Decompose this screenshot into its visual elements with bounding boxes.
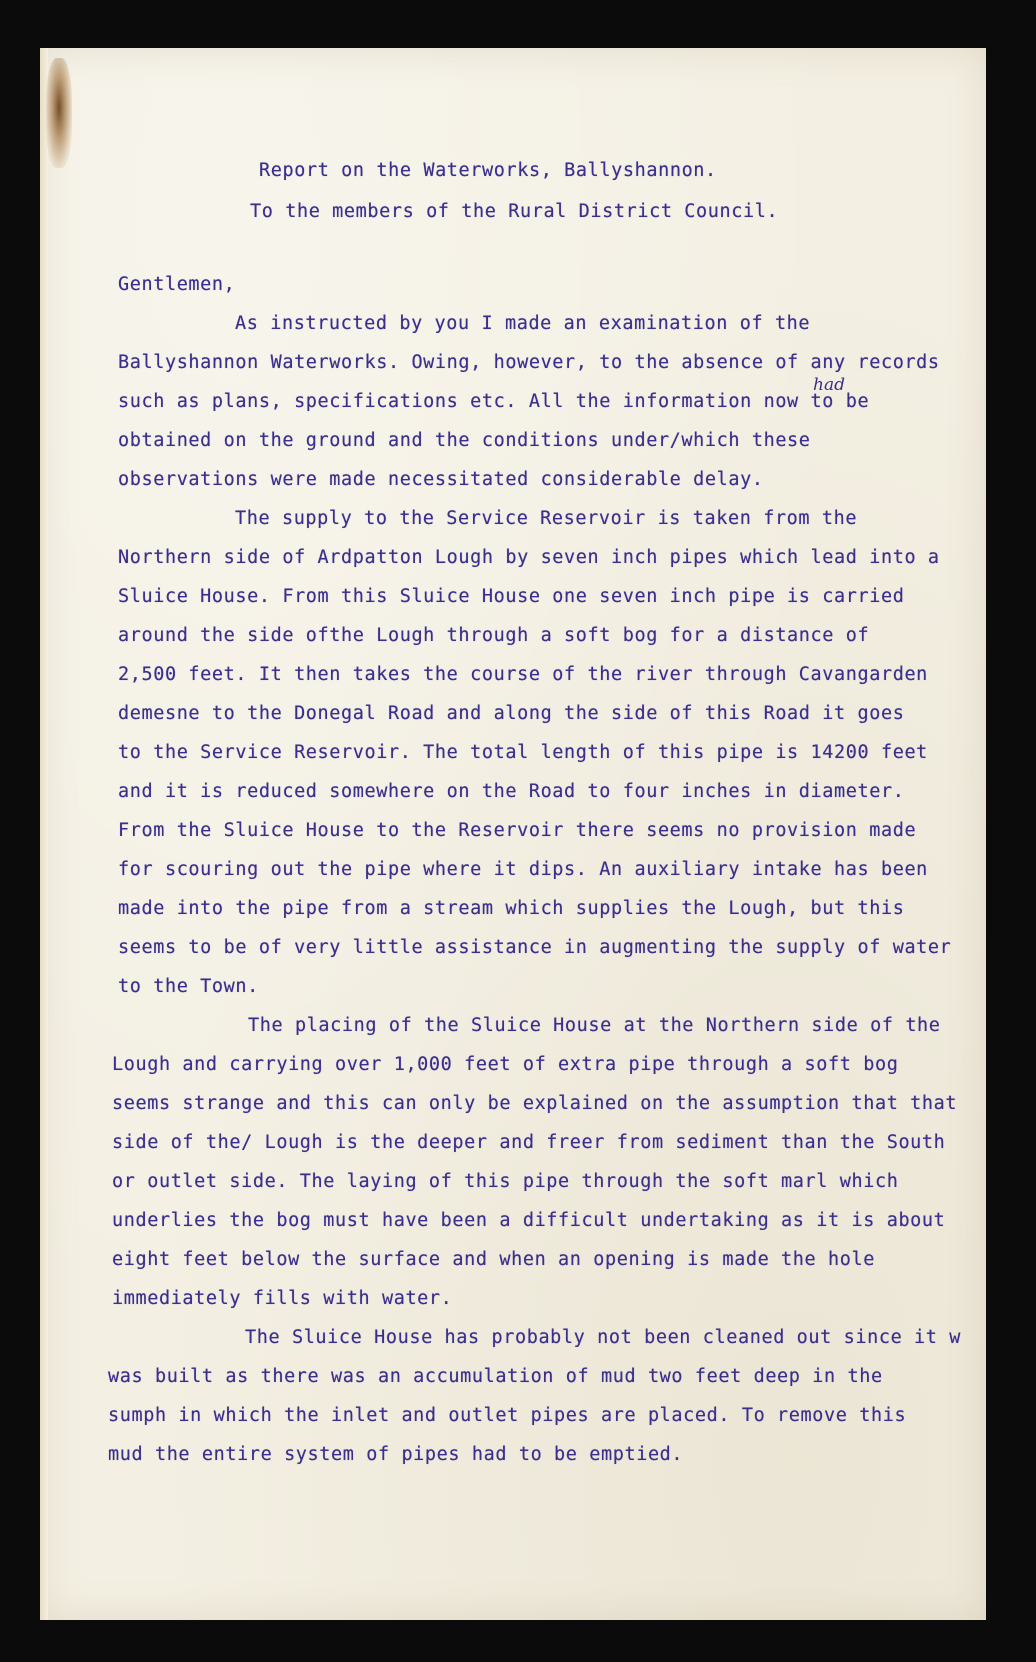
text-line: obtained on the ground and the conditions under/which these (118, 430, 811, 451)
text-line: As instructed by you I made an examination of the (235, 313, 811, 334)
rust-stain (46, 58, 72, 168)
text-line: The placing of the Sluice House at the Northern side of the (248, 1015, 941, 1036)
text-line: mud the entire system of pipes had to be emptied. (108, 1444, 684, 1465)
text-line: Northern side of Ardpatton Lough by seven inch pipes which lead into a (118, 547, 940, 568)
handwritten-insert: had (813, 375, 845, 395)
text-line: sumph in which the inlet and outlet pipes are placed. To remove this (108, 1405, 907, 1426)
text-line: or outlet side. The laying of this pipe through the soft marl which (112, 1171, 899, 1192)
report-title: Report on the Waterworks, Ballyshannon. (259, 160, 717, 181)
text-line: 2,500 feet. It then takes the course of the river through Cavangarden (118, 664, 928, 685)
text-line: Lough and carrying over 1,000 feet of extra pipe through a soft bog (112, 1054, 899, 1075)
text-line: demesne to the Donegal Road and along the side of this Road it goes (118, 703, 905, 724)
text-line: From the Sluice House to the Reservoir there seems no provision made (118, 820, 917, 841)
text-line: such as plans, specifications etc. All the information now to be (118, 391, 870, 412)
salutation: Gentlemen, (118, 274, 236, 295)
text-line: for scouring out the pipe where it dips. An auxiliary intake has been (118, 859, 928, 880)
text-line: to the Town. (118, 976, 259, 997)
text-line: seems to be of very little assistance in augmenting the supply of water (118, 937, 952, 958)
text-line: observations were made necessitated considerable delay. (118, 469, 764, 490)
page-edge (40, 48, 48, 1620)
text-line: eight feet below the surface and when an opening is made the hole (112, 1249, 875, 1270)
text-line: and it is reduced somewhere on the Road to four inches in diameter. (118, 781, 905, 802)
text-line: Sluice House. From this Sluice House one seven inch pipe is carried (118, 586, 905, 607)
text-line: to the Service Reservoir. The total length of this pipe is 14200 feet (118, 742, 928, 763)
text-line: Ballyshannon Waterworks. Owing, however, to the absence of any records (118, 352, 940, 373)
text-line: was built as there was an accumulation of mud two feet deep in the (108, 1366, 883, 1387)
report-addressee: To the members of the Rural District Council. (250, 201, 779, 222)
text-line: immediately fills with water. (112, 1288, 453, 1309)
text-line: made into the pipe from a stream which supplies the Lough, but this (118, 898, 905, 919)
document-page (40, 48, 986, 1620)
text-line: around the side ofthe Lough through a soft bog for a distance of (118, 625, 870, 646)
text-line: underlies the bog must have been a difficult undertaking as it is about (112, 1210, 946, 1231)
text-line: The Sluice House has probably not been cleaned out since it w (245, 1327, 962, 1348)
text-line: side of the/ Lough is the deeper and freer from sediment than the South (112, 1132, 946, 1153)
text-line: The supply to the Service Reservoir is taken from the (235, 508, 858, 529)
text-line: seems strange and this can only be explained on the assumption that that (112, 1093, 958, 1114)
